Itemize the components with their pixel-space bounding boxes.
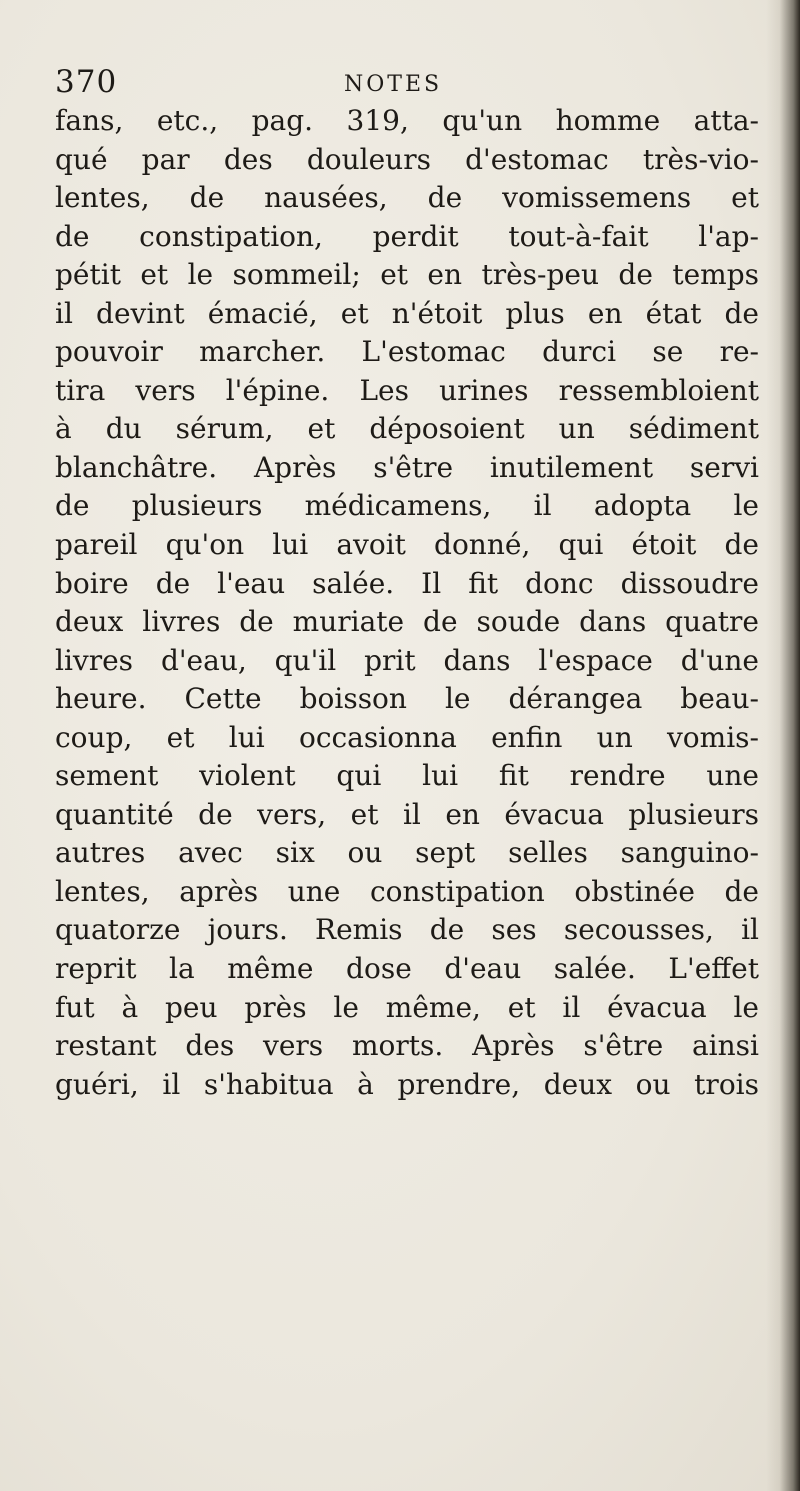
text-line: à du sérum, et déposoient un sédiment — [55, 412, 759, 446]
text-line: lentes, de nausées, de vomissemens et — [55, 181, 759, 215]
text-line: pouvoir marcher. L'estomac durci se re- — [55, 335, 759, 369]
text-line: qué par des douleurs d'estomac très-vio- — [55, 142, 759, 176]
body-text — [55, 102, 759, 1104]
text-line: blanchâtre. Après s'être inutilement servi — [55, 450, 759, 484]
text-line: sement violent qui lui fit rendre une — [55, 759, 759, 793]
running-title: NOTES — [344, 72, 443, 97]
text-line: quantité de vers, et il en évacua plusieurs — [55, 797, 759, 831]
text-line: deux livres de muriate de soude dans quatre — [55, 605, 759, 639]
text-line: livres d'eau, qu'il prit dans l'espace d'une — [55, 643, 759, 677]
text-line: fans, etc., pag. 319, qu'un homme atta- — [55, 104, 759, 137]
text-line: de plusieurs médicamens, il adopta le — [55, 489, 759, 523]
text-line: fut à peu près le même, et il évacua le — [55, 990, 759, 1024]
text-line: tira vers l'épine. Les urines ressembloient — [55, 373, 759, 407]
text-line: boire de l'eau salée. Il fit donc dissoudre — [55, 566, 759, 600]
text-line: pétit et le sommeil; et en très-peu de temps — [55, 258, 759, 292]
text-line: coup, et lui occasionna enfin un vomis- — [55, 720, 759, 754]
text-line: autres avec six ou sept selles sanguino- — [55, 836, 759, 870]
page-binding-shadow — [766, 0, 800, 1491]
page-number: 370 — [55, 64, 118, 100]
text-line: il devint émacié, et n'étoit plus en état de — [55, 296, 759, 330]
text-line: quatorze jours. Remis de ses secousses, il — [55, 913, 759, 947]
text-line: restant des vers morts. Après s'être ainsi — [55, 1029, 759, 1063]
text-line: reprit la même dose d'eau salée. L'effet — [55, 952, 759, 986]
text-line: de constipation, perdit tout-à-fait l'ap- — [55, 219, 759, 253]
text-line: heure. Cette boisson le dérangea beau- — [55, 682, 759, 716]
text-line: lentes, après une constipation obstinée de — [55, 874, 759, 908]
text-line: guéri, il s'habitua à prendre, deux ou trois — [55, 1067, 759, 1101]
text-line: pareil qu'on lui avoit donné, qui étoit de — [55, 528, 759, 562]
page-header — [55, 64, 745, 104]
